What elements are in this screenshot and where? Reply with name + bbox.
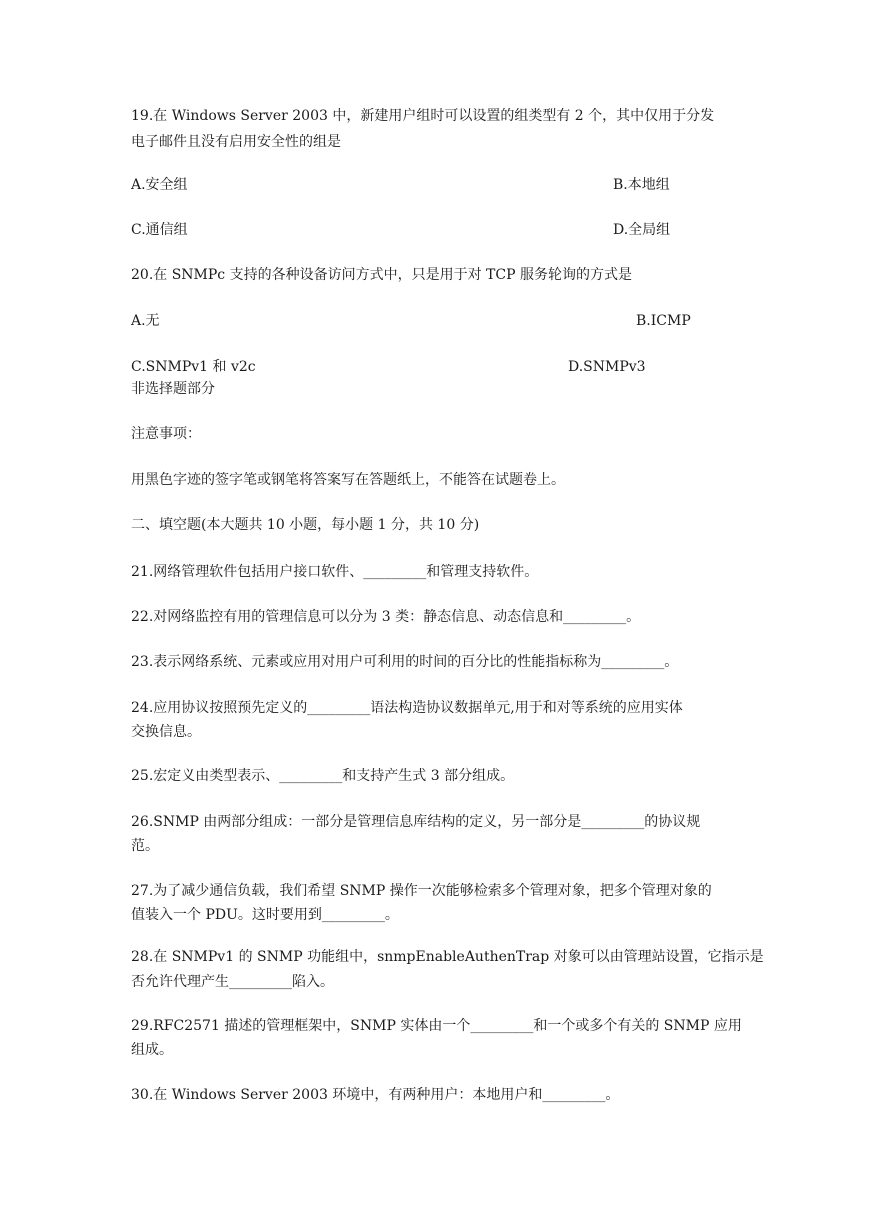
q26-line1: 26.SNMP 由两部分组成：一部分是管理信息库结构的定义，另一部分是_________的协议规 [131,814,701,830]
notice-title: 注意事项： [131,426,201,442]
q20-option-a: A.无 [131,313,160,329]
section2-title: 二、填空题(本大题共 10 小题，每小题 1 分，共 10 分) [131,517,480,533]
q20-option-d: D.SNMPv3 [568,359,646,375]
q21-text: 21.网络管理软件包括用户接口软件、_________和管理支持软件。 [131,564,539,580]
notice-text: 用黑色字迹的签字笔或钢笔将答案写在答题纸上，不能答在试题卷上。 [131,472,565,488]
q29-line2: 组成。 [131,1042,173,1058]
q20-line1: 20.在 SNMPc 支持的各种设备访问方式中，只是用于对 TCP 服务轮询的方式是 [131,267,632,283]
q27-line1: 27.为了减少通信负载，我们希望 SNMP 操作一次能够检索多个管理对象，把多个管理对象的 [131,883,712,899]
q24-line2: 交换信息。 [131,724,201,740]
section-nonchoice-heading: 非选择题部分 [131,381,215,397]
q19-line2: 电子邮件且没有启用安全性的组是 [131,134,341,150]
q22-text: 22.对网络监控有用的管理信息可以分为 3 类：静态信息、动态信息和_________。 [131,609,641,625]
q30-text: 30.在 Windows Server 2003 环境中，有两种用户：本地用户和_________。 [131,1087,620,1103]
q25-text: 25.宏定义由类型表示、_________和支持产生式 3 部分组成。 [131,768,515,784]
q29-line1: 29.RFC2571 描述的管理框架中，SNMP 实体由一个_________和一个或多个有关的 SNMP 应用 [131,1018,742,1034]
q20-option-c: C.SNMPv1 和 v2c [131,359,256,375]
q19-line1: 19.在 Windows Server 2003 中，新建用户组时可以设置的组类型有 2 个，其中仅用于分发 [131,108,715,124]
q23-text: 23.表示网络系统、元素或应用对用户可利用的时间的百分比的性能指标称为_________。 [131,654,679,670]
q28-line2: 否允许代理产生_________陷入。 [131,974,334,990]
q20-option-b: B.ICMP [636,313,691,329]
q24-line1: 24.应用协议按照预先定义的_________语法构造协议数据单元,用于和对等系统的应用实体 [131,700,683,716]
q19-option-c: C.通信组 [131,222,188,238]
q28-line1: 28.在 SNMPv1 的 SNMP 功能组中，snmpEnableAuthenTrap 对象可以由管理站设置，它指示是 [131,949,764,965]
q26-line2: 范。 [131,838,159,854]
q19-option-b: B.本地组 [613,177,670,193]
q19-option-d: D.全局组 [613,222,671,238]
q27-line2: 值装入一个 PDU。这时要用到_________。 [131,907,399,923]
q19-option-a: A.安全组 [131,177,188,193]
